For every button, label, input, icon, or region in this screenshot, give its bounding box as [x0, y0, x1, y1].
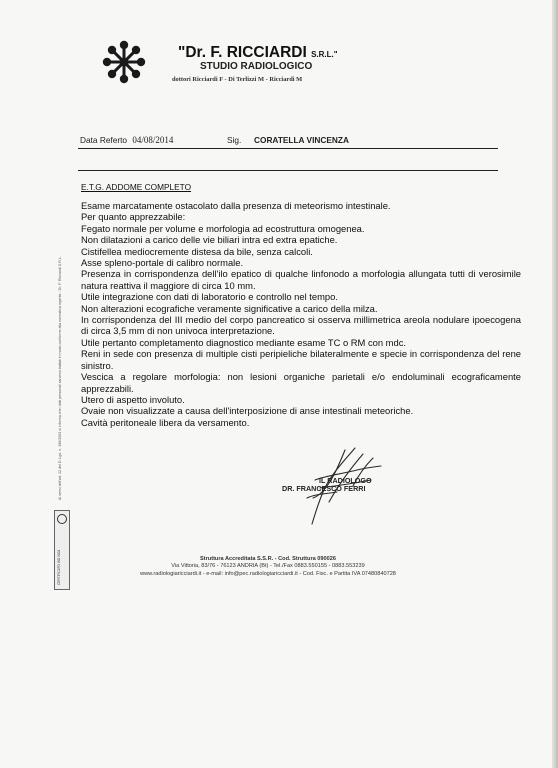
quality-certification-icon	[54, 510, 70, 590]
report-line: Non dilatazioni a carico delle vie biliari intra ed extra epatiche.	[81, 234, 338, 246]
studio-subtitle: STUDIO RADIOLOGICO	[200, 61, 313, 72]
report-line: Utile integrazione con dati di laboratorio e controllo nel tempo.	[81, 291, 338, 303]
report-line: Vescica a regolare morfologia: non lesioni organiche parietali e/o endoluminali ecograficamente apprezzabili.	[81, 371, 521, 394]
signature-title: IL RADIOLOGO	[319, 476, 372, 485]
header-divider	[78, 148, 498, 149]
cert-text: CERTIFICATO ISO 9001	[57, 549, 61, 585]
report-line: Asse spleno-portale di calibro normale.	[81, 257, 244, 269]
footer-address: Via Vittoria, 83/76 - 76123 ANDRIA (Bt) - Tel./Fax 0883.550155 - 0883.553239	[171, 563, 365, 570]
report-line: Esame marcatamente ostacolato dalla presenza di meteorismo intestinale.	[81, 200, 391, 211]
report-date-value: 04/08/2014	[132, 135, 174, 145]
privacy-notice-text: Ai sensi dell'art. 12 del D. Lgs. n. 196/2003 si informa che i dati personali saranno trattati in modo conforme alla normativa vigente - Dr. F. Ricciardi S.R.L.	[58, 256, 62, 500]
firm-name-text: "Dr. F. RICCIARDI	[178, 44, 307, 61]
doctors-line: dottori Ricciardi F - Di Terlizzi M - Ricciardi M	[172, 76, 303, 83]
patient-label: Sig.	[227, 135, 242, 145]
exam-title: E.T.G. ADDOME COMPLETO	[81, 182, 192, 192]
footer	[118, 556, 418, 578]
firm-suffix: S.R.L."	[311, 50, 338, 59]
signature-name: DR. FRANCESCO FERRI	[282, 484, 366, 493]
report-line: Cistifellea mediocremente distesa da bile, senza calcoli.	[81, 245, 313, 257]
report-line: Presenza in corrispondenza dell'ilo epatico di qualche linfonodo a morfologia allungata tutti di verosimile natura reattiva il maggiore di circa 10 mm.	[81, 268, 521, 291]
privacy-notice	[50, 140, 60, 500]
report-line: Non alterazioni ecografiche veramente significative a carico della milza.	[81, 302, 378, 314]
report-date	[80, 135, 173, 145]
report-line: Fegato normale per volume e morfologia ad ecostruttura omogenea.	[81, 222, 365, 234]
report-body	[81, 200, 521, 428]
cert-seal	[57, 514, 67, 524]
report-line: Utero di aspetto involuto.	[81, 393, 185, 405]
report-line: Ovaie non visualizzate a causa dell'interposizione di anse intestinali meteoriche.	[81, 405, 414, 417]
report-line: In corrispondenza del III medio del corpo pancreatico si osserva millimetrica areola nodulare ipoecogena di circa 3,5 mm di non univoca interpretazione.	[81, 314, 521, 337]
report-line: Reni in sede con presenza di multiple cisti peripieliche bilateralmente e specie in corrispondenza del rene sinistro.	[81, 348, 521, 371]
report-line: Cavità peritoneale libera da versamento.	[81, 416, 250, 428]
footer-contacts: www.radiologiaricciardi.it - e-mail: info@pec.radiologiaricciardi.it - Cod. Fisc. e Partita IVA 07480840728	[140, 570, 396, 577]
footer-accreditation: Struttura Accreditata S.S.R. - Cod. Struttura 090026	[200, 556, 336, 562]
report-line: Utile pertanto completamento diagnostico mediante esame TC o RM con mdc.	[81, 336, 406, 348]
report-line: Per quanto apprezzabile:	[81, 211, 186, 223]
radiology-studio-logo-icon	[100, 38, 148, 86]
patient-name: CORATELLA VINCENZA	[254, 135, 349, 145]
section-divider	[78, 170, 498, 171]
report-date-label: Data Referto	[80, 135, 128, 145]
firm-name	[178, 44, 338, 62]
